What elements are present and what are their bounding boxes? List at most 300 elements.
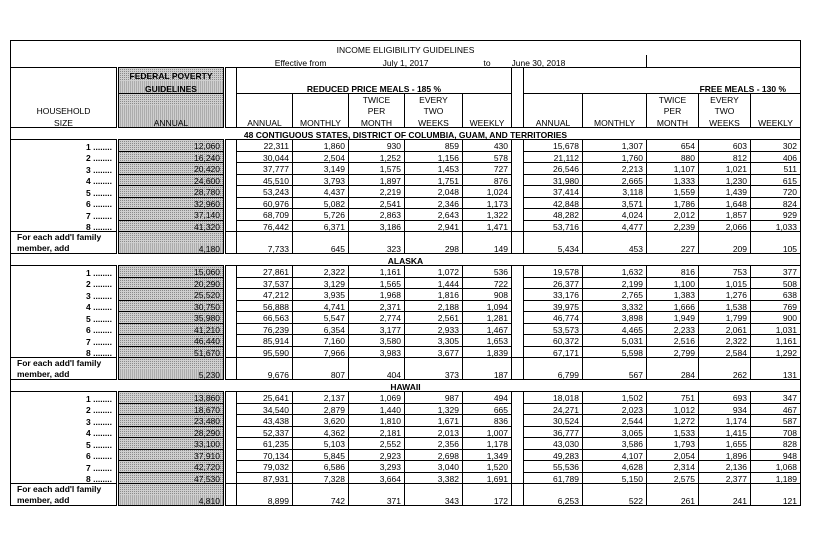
free-weekly: 615 [751, 174, 801, 186]
table-row [11, 438, 801, 450]
household-size: 2 ........ [11, 403, 118, 415]
reduced-twice-per-month: 371 [349, 495, 405, 506]
reduced-weekly: 1,349 [463, 449, 512, 461]
table-row [11, 323, 801, 335]
reduced-annual: 37,777 [237, 163, 293, 175]
additional-member-label: For each add'l family [11, 484, 118, 495]
free-every-two-weeks: 2,061 [699, 323, 751, 335]
income-eligibility-table [10, 40, 801, 506]
reduced-twice-per-month: 3,293 [349, 461, 405, 473]
reduced-monthly: 1,860 [293, 140, 349, 152]
table-row [11, 163, 801, 175]
reduced-every-two-weeks: 2,941 [405, 220, 463, 232]
reduced-twice-per-month: 2,541 [349, 197, 405, 209]
free-annual: 67,171 [524, 346, 583, 358]
reduced-twice-per-month: 3,186 [349, 220, 405, 232]
reduced-twice-per-month: 1,575 [349, 163, 405, 175]
household-size: 6 ........ [11, 323, 118, 335]
reduced-weekly: 876 [463, 174, 512, 186]
free-weekly: 929 [751, 209, 801, 221]
reduced-annual: 22,311 [237, 140, 293, 152]
additional-member-row [11, 369, 801, 380]
free-weekly: 406 [751, 151, 801, 163]
free-every-two-weeks: 693 [699, 392, 751, 404]
spacer [512, 300, 524, 312]
free-monthly: 4,107 [583, 449, 647, 461]
free-twice-per-month: 816 [647, 266, 699, 278]
reduced-every-two-weeks: 1,671 [405, 415, 463, 427]
free-twice-per-month: 1,533 [647, 426, 699, 438]
reduced-monthly: 807 [293, 369, 349, 380]
table-row [11, 186, 801, 198]
effective-to-label: to [483, 57, 491, 68]
poverty-annual: 46,440 [118, 335, 225, 347]
poverty-annual: 47,530 [118, 472, 225, 484]
free-twice-per-month: 261 [647, 495, 699, 506]
household-size: 5 ........ [11, 312, 118, 324]
spacer [225, 323, 237, 335]
poverty-annual: 41,210 [118, 323, 225, 335]
spacer [512, 312, 524, 324]
spacer [349, 358, 405, 369]
spacer [512, 151, 524, 163]
section-title: ALASKA [11, 254, 801, 266]
poverty-annual: 12,060 [118, 140, 225, 152]
free-every-two-weeks: 1,230 [699, 174, 751, 186]
free-every-two-weeks-header-2: TWO [699, 105, 751, 116]
household-size: 7 ........ [11, 209, 118, 221]
free-weekly: 302 [751, 140, 801, 152]
reduced-twice-per-month: 2,219 [349, 186, 405, 198]
free-every-two-weeks: 1,439 [699, 186, 751, 198]
free-twice-per-month: 2,799 [647, 346, 699, 358]
reduced-every-two-weeks: 2,933 [405, 323, 463, 335]
free-twice-per-month: 2,233 [647, 323, 699, 335]
spacer [225, 449, 237, 461]
reduced-weekly: 149 [463, 243, 512, 254]
reduced-annual: 47,212 [237, 289, 293, 301]
section-title-row [11, 254, 801, 266]
reduced-twice-per-month: 2,181 [349, 426, 405, 438]
spacer [583, 232, 647, 243]
spacer [512, 369, 524, 380]
free-twice-per-month: 2,575 [647, 472, 699, 484]
reduced-twice-per-month: 2,371 [349, 300, 405, 312]
household-size: 8 ........ [11, 472, 118, 484]
free-weekly: 377 [751, 266, 801, 278]
spacer [524, 484, 583, 495]
free-annual: 37,414 [524, 186, 583, 198]
table-row [11, 472, 801, 484]
reduced-every-two-weeks: 3,305 [405, 335, 463, 347]
free-weekly: 1,068 [751, 461, 801, 473]
free-every-two-weeks: 1,276 [699, 289, 751, 301]
reduced-twice-per-month: 2,774 [349, 312, 405, 324]
reduced-every-two-weeks: 859 [405, 140, 463, 152]
reduced-every-two-weeks: 1,072 [405, 266, 463, 278]
reduced-monthly: 3,935 [293, 289, 349, 301]
additional-member-row [11, 358, 801, 369]
free-weekly: 105 [751, 243, 801, 254]
reduced-weekly: 1,281 [463, 312, 512, 324]
spacer [512, 289, 524, 301]
free-every-two-weeks: 753 [699, 266, 751, 278]
reduced-every-two-weeks: 298 [405, 243, 463, 254]
reduced-annual: 61,235 [237, 438, 293, 450]
reduced-twice-per-month-header-3: MONTH [349, 116, 405, 128]
spacer [225, 300, 237, 312]
table-row [11, 140, 801, 152]
additional-member-label: For each add'l family [11, 232, 118, 243]
free-annual: 39,975 [524, 300, 583, 312]
spacer [225, 163, 237, 175]
table-row [11, 312, 801, 324]
household-size: 1 ........ [11, 392, 118, 404]
free-every-two-weeks: 1,021 [699, 163, 751, 175]
poverty-guidelines-header-2: GUIDELINES [118, 81, 225, 94]
poverty-annual-spacer [118, 358, 225, 369]
spacer [512, 174, 524, 186]
free-annual: 6,799 [524, 369, 583, 380]
table-row [11, 449, 801, 461]
reduced-annual: 7,733 [237, 243, 293, 254]
poverty-annual: 24,600 [118, 174, 225, 186]
poverty-annual: 25,520 [118, 289, 225, 301]
household-size: 8 ........ [11, 220, 118, 232]
reduced-twice-per-month: 404 [349, 369, 405, 380]
spacer [524, 232, 583, 243]
free-monthly: 5,150 [583, 472, 647, 484]
reduced-price-meals-header: REDUCED PRICE MEALS - 185 % [237, 81, 512, 94]
free-annual: 61,789 [524, 472, 583, 484]
spacer [293, 484, 349, 495]
free-monthly: 1,307 [583, 140, 647, 152]
spacer [225, 461, 237, 473]
household-size: 7 ........ [11, 335, 118, 347]
additional-member-row [11, 232, 801, 243]
table-row [11, 277, 801, 289]
spacer [751, 232, 801, 243]
spacer [405, 484, 463, 495]
free-annual: 5,434 [524, 243, 583, 254]
reduced-weekly: 1,691 [463, 472, 512, 484]
reduced-twice-per-month: 3,983 [349, 346, 405, 358]
spacer [225, 426, 237, 438]
spacer [225, 174, 237, 186]
reduced-weekly: 1,839 [463, 346, 512, 358]
free-annual: 60,372 [524, 335, 583, 347]
free-twice-per-month: 1,107 [647, 163, 699, 175]
free-every-two-weeks: 1,015 [699, 277, 751, 289]
table-row [11, 346, 801, 358]
free-annual: 19,578 [524, 266, 583, 278]
reduced-weekly: 722 [463, 277, 512, 289]
spacer [349, 484, 405, 495]
household-size: 3 ........ [11, 415, 118, 427]
spacer [512, 495, 524, 506]
reduced-monthly: 645 [293, 243, 349, 254]
poverty-annual-spacer [118, 232, 225, 243]
spacer [524, 358, 583, 369]
reduced-annual: 95,590 [237, 346, 293, 358]
free-monthly: 2,765 [583, 289, 647, 301]
reduced-weekly: 1,007 [463, 426, 512, 438]
spacer [512, 243, 524, 254]
free-weekly: 587 [751, 415, 801, 427]
reduced-annual: 30,044 [237, 151, 293, 163]
reduced-every-two-weeks: 1,453 [405, 163, 463, 175]
household-size: 6 ........ [11, 197, 118, 209]
table-row [11, 151, 801, 163]
free-every-two-weeks: 1,415 [699, 426, 751, 438]
free-twice-per-month: 1,793 [647, 438, 699, 450]
free-monthly: 5,598 [583, 346, 647, 358]
poverty-annual: 28,780 [118, 186, 225, 198]
reduced-weekly-header: WEEKLY [463, 116, 512, 128]
free-annual: 30,524 [524, 415, 583, 427]
reduced-weekly: 1,467 [463, 323, 512, 335]
reduced-twice-per-month: 930 [349, 140, 405, 152]
spacer [293, 358, 349, 369]
household-size: 3 ........ [11, 163, 118, 175]
reduced-every-two-weeks: 343 [405, 495, 463, 506]
free-every-two-weeks: 2,584 [699, 346, 751, 358]
free-monthly: 2,544 [583, 415, 647, 427]
poverty-annual: 20,420 [118, 163, 225, 175]
free-every-two-weeks: 2,322 [699, 335, 751, 347]
spacer [583, 484, 647, 495]
reduced-every-two-weeks: 3,677 [405, 346, 463, 358]
poverty-annual: 35,980 [118, 312, 225, 324]
free-weekly: 1,189 [751, 472, 801, 484]
spacer [512, 358, 524, 369]
free-monthly: 4,024 [583, 209, 647, 221]
free-weekly: 121 [751, 495, 801, 506]
free-weekly: 1,292 [751, 346, 801, 358]
spacer [225, 312, 237, 324]
reduced-twice-per-month: 1,810 [349, 415, 405, 427]
reduced-weekly: 172 [463, 495, 512, 506]
free-annual: 42,848 [524, 197, 583, 209]
household-size: 2 ........ [11, 277, 118, 289]
spacer [512, 277, 524, 289]
free-monthly: 5,031 [583, 335, 647, 347]
free-every-two-weeks-header-3: WEEKS [699, 116, 751, 128]
household-size: 4 ........ [11, 426, 118, 438]
free-every-two-weeks: 2,136 [699, 461, 751, 473]
spacer [225, 220, 237, 232]
spacer [225, 186, 237, 198]
spacer [225, 438, 237, 450]
reduced-annual: 60,976 [237, 197, 293, 209]
poverty-guidelines-header: FEDERAL POVERTY [118, 68, 225, 81]
reduced-every-two-weeks: 2,561 [405, 312, 463, 324]
reduced-monthly: 4,741 [293, 300, 349, 312]
reduced-every-two-weeks: 2,048 [405, 186, 463, 198]
free-weekly: 511 [751, 163, 801, 175]
poverty-annual: 5,230 [118, 369, 225, 380]
spacer [699, 232, 751, 243]
reduced-twice-per-month: 1,161 [349, 266, 405, 278]
twice-per-month-header-2: PER [349, 105, 405, 116]
reduced-every-two-weeks: 2,643 [405, 209, 463, 221]
free-annual: 53,716 [524, 220, 583, 232]
reduced-every-two-weeks: 1,751 [405, 174, 463, 186]
reduced-annual: 25,641 [237, 392, 293, 404]
poverty-annual: 4,180 [118, 243, 225, 254]
free-weekly: 467 [751, 403, 801, 415]
reduced-weekly: 1,520 [463, 461, 512, 473]
poverty-annual: 51,670 [118, 346, 225, 358]
free-twice-per-month: 654 [647, 140, 699, 152]
household-size-header-2: SIZE [11, 116, 118, 128]
reduced-every-two-weeks: 1,444 [405, 277, 463, 289]
household-size: 8 ........ [11, 346, 118, 358]
reduced-monthly: 3,793 [293, 174, 349, 186]
spacer [512, 461, 524, 473]
reduced-annual: 9,676 [237, 369, 293, 380]
free-twice-per-month: 2,012 [647, 209, 699, 221]
reduced-monthly: 5,547 [293, 312, 349, 324]
reduced-twice-per-month: 2,923 [349, 449, 405, 461]
free-monthly: 4,477 [583, 220, 647, 232]
reduced-every-two-weeks: 987 [405, 392, 463, 404]
free-twice-per-month: 284 [647, 369, 699, 380]
spacer [225, 140, 237, 152]
free-every-two-weeks: 1,655 [699, 438, 751, 450]
reduced-weekly: 1,173 [463, 197, 512, 209]
free-monthly: 2,665 [583, 174, 647, 186]
free-annual: 26,546 [524, 163, 583, 175]
reduced-weekly: 1,471 [463, 220, 512, 232]
reduced-weekly: 727 [463, 163, 512, 175]
spacer [512, 449, 524, 461]
reduced-weekly: 430 [463, 140, 512, 152]
additional-member-row [11, 243, 801, 254]
household-size-header: HOUSEHOLD [11, 105, 118, 116]
spacer [225, 358, 237, 369]
poverty-annual: 33,100 [118, 438, 225, 450]
reduced-every-two-weeks-header-3: WEEKS [405, 116, 463, 128]
free-monthly: 3,898 [583, 312, 647, 324]
reduced-twice-per-month: 323 [349, 243, 405, 254]
free-annual: 33,176 [524, 289, 583, 301]
household-size: 5 ........ [11, 186, 118, 198]
table-row [11, 197, 801, 209]
reduced-every-two-weeks: 3,382 [405, 472, 463, 484]
section-title: HAWAII [11, 380, 801, 392]
reduced-every-two-weeks: 373 [405, 369, 463, 380]
free-every-two-weeks: 934 [699, 403, 751, 415]
spacer [225, 277, 237, 289]
poverty-annual-spacer [118, 484, 225, 495]
spacer [512, 472, 524, 484]
free-monthly: 1,760 [583, 151, 647, 163]
free-every-two-weeks: 262 [699, 369, 751, 380]
poverty-annual: 37,910 [118, 449, 225, 461]
reduced-monthly: 4,437 [293, 186, 349, 198]
household-size: 1 ........ [11, 140, 118, 152]
spacer [512, 415, 524, 427]
free-monthly: 453 [583, 243, 647, 254]
reduced-weekly: 578 [463, 151, 512, 163]
free-monthly: 3,118 [583, 186, 647, 198]
spacer [512, 186, 524, 198]
section-title-row [11, 128, 801, 140]
spacer [405, 232, 463, 243]
spacer [237, 484, 293, 495]
poverty-annual: 42,720 [118, 461, 225, 473]
every-two-weeks-header-2: TWO [405, 105, 463, 116]
table-row [11, 426, 801, 438]
poverty-annual: 28,290 [118, 426, 225, 438]
spacer [583, 358, 647, 369]
table-title: INCOME ELIGIBILITY GUIDELINES [11, 41, 801, 55]
spacer [751, 358, 801, 369]
free-every-two-weeks: 603 [699, 140, 751, 152]
spacer [225, 151, 237, 163]
reduced-every-two-weeks: 2,013 [405, 426, 463, 438]
reduced-monthly: 3,149 [293, 163, 349, 175]
reduced-monthly: 6,371 [293, 220, 349, 232]
reduced-monthly-header: MONTHLY [293, 116, 349, 128]
free-monthly: 2,199 [583, 277, 647, 289]
reduced-monthly: 5,845 [293, 449, 349, 461]
free-annual: 48,282 [524, 209, 583, 221]
spacer [512, 403, 524, 415]
reduced-annual: 76,239 [237, 323, 293, 335]
reduced-twice-per-month: 2,552 [349, 438, 405, 450]
spacer [225, 392, 237, 404]
free-monthly: 4,628 [583, 461, 647, 473]
reduced-annual: 43,438 [237, 415, 293, 427]
spacer [349, 232, 405, 243]
free-monthly: 1,502 [583, 392, 647, 404]
free-every-two-weeks: 1,538 [699, 300, 751, 312]
spacer [512, 197, 524, 209]
effective-start-date: July 1, 2017 [382, 57, 429, 68]
spacer [225, 243, 237, 254]
spacer [512, 232, 524, 243]
spacer [512, 438, 524, 450]
household-size: 5 ........ [11, 438, 118, 450]
free-monthly: 2,023 [583, 403, 647, 415]
free-every-two-weeks-header: EVERY [699, 94, 751, 105]
reduced-monthly: 742 [293, 495, 349, 506]
spacer [225, 472, 237, 484]
reduced-monthly: 4,362 [293, 426, 349, 438]
reduced-annual: 53,243 [237, 186, 293, 198]
reduced-every-two-weeks: 2,356 [405, 438, 463, 450]
spacer [225, 335, 237, 347]
free-twice-per-month: 2,239 [647, 220, 699, 232]
additional-member-label-2: member, add [11, 369, 118, 380]
reduced-monthly: 2,879 [293, 403, 349, 415]
poverty-annual: 18,670 [118, 403, 225, 415]
reduced-twice-per-month: 1,565 [349, 277, 405, 289]
reduced-annual-header: ANNUAL [237, 116, 293, 128]
free-weekly: 638 [751, 289, 801, 301]
free-annual: 53,573 [524, 323, 583, 335]
household-size: 4 ........ [11, 174, 118, 186]
free-monthly: 1,632 [583, 266, 647, 278]
free-every-two-weeks: 812 [699, 151, 751, 163]
table-row [11, 335, 801, 347]
free-every-two-weeks: 1,648 [699, 197, 751, 209]
spacer [225, 346, 237, 358]
free-weekly: 1,033 [751, 220, 801, 232]
reduced-monthly: 5,082 [293, 197, 349, 209]
